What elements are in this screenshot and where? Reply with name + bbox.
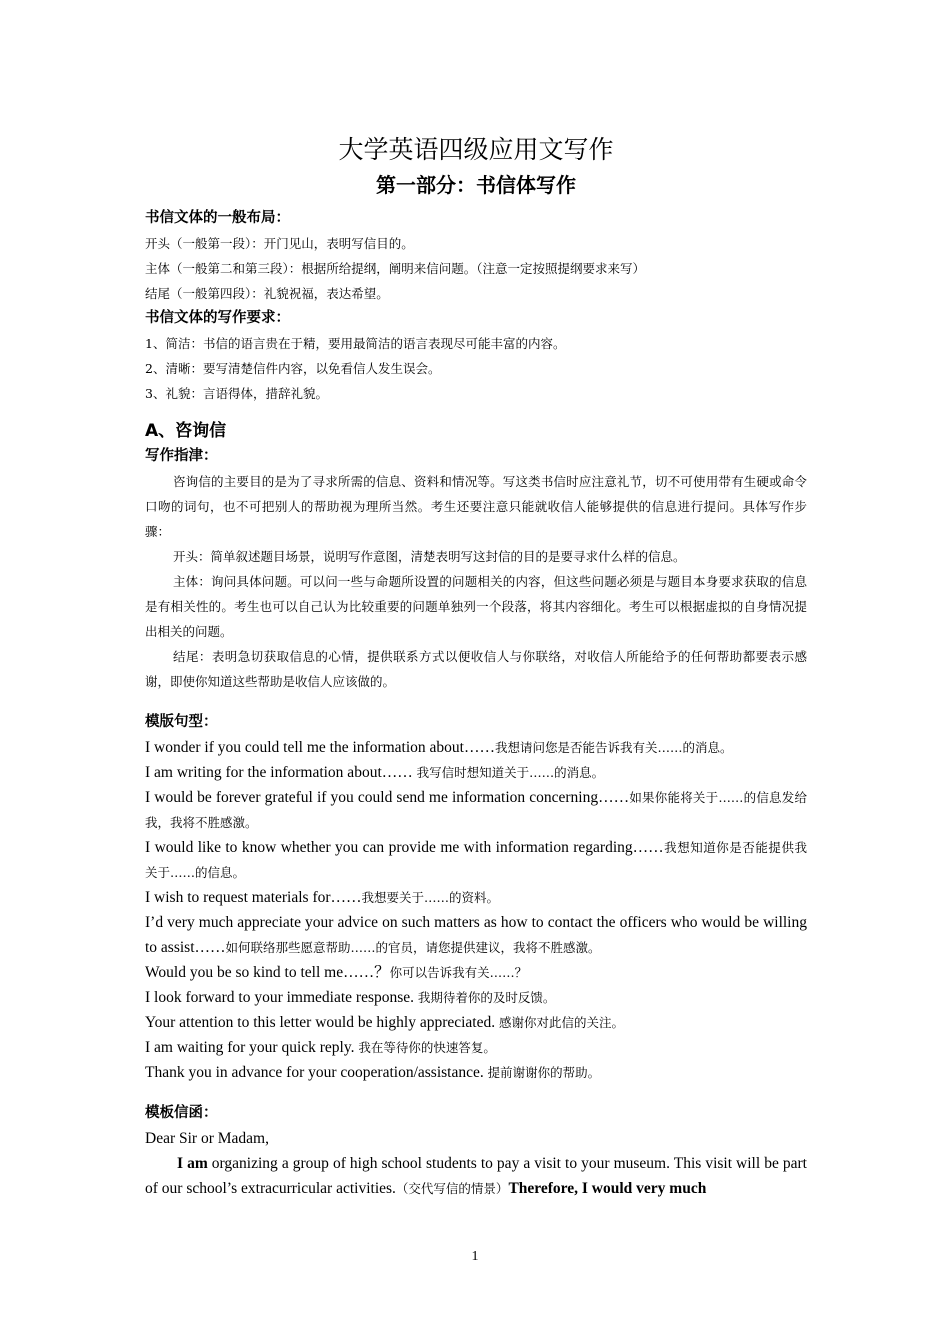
sentence-english: I wonder if you could tell me the information about…… <box>145 739 495 756</box>
template-heading: 模版句型： <box>145 714 218 730</box>
guide-paragraph: 主体：询问具体问题。可以问一些与命题所设置的问题相关的内容，但这些问题必须是与题目本身要求获取的信息是有相关性的。考生也可以自己认为比较重要的问题单独列一个段落，将其内容细化。考生可以根据虚拟的自身情况提出相关的问题。 <box>145 574 807 639</box>
sentence-english: I would be forever grateful if you could send me information concerning…… <box>145 789 630 806</box>
sentence-chinese: 如何联络那些愿意帮助……的官员，请您提供建议，我将不胜感激。 <box>225 940 601 955</box>
guide-paragraph: 开头：简单叙述题目场景，说明写作意图，清楚表明写这封信的目的是要寻求什么样的信息。 <box>173 549 686 564</box>
requirement-item: 1、简洁：书信的语言贵在于精，要用最简洁的语言表现尽可能丰富的内容。 <box>145 336 566 351</box>
sentence-chinese: 我想要关于……的资料。 <box>361 890 500 905</box>
template-sentence <box>145 760 807 785</box>
guide-paragraph: 咨询信的主要目的是为了寻求所需的信息、资料和情况等。写这类书信时应注意礼节，切不可使用带有生硬或命令口吻的词句，也不可把别人的帮助视为理所当然。考生还要注意只能就收信人能够提供的信息进行提问。具体写作步骤： <box>145 474 807 539</box>
sentence-chinese: 我在等待你的快速答复。 <box>358 1040 496 1055</box>
sentence-english: I am writing for the information about…… <box>145 764 417 781</box>
letter-text: organizing a group of high school students to pay a visit to your museum. This visit will be part of our school’s extracurricular activities. <box>145 1155 807 1197</box>
sentence-english: Thank you in advance for your cooperation/assistance. <box>145 1064 488 1081</box>
letter-heading: 模板信函： <box>145 1105 218 1121</box>
template-sentence <box>145 1060 807 1085</box>
requirement-item: 3、礼貌：言语得体，措辞礼貌。 <box>145 386 328 401</box>
sentence-chinese: 我写信时想知道关于……的消息。 <box>416 765 605 780</box>
spacer <box>145 1085 807 1101</box>
template-sentence <box>145 985 807 1010</box>
letter-salutation <box>145 1126 807 1151</box>
letter-note: （交代写信的情景） <box>395 1181 509 1196</box>
template-sentence <box>145 960 807 985</box>
template-sentence <box>145 1035 807 1060</box>
layout-item: 开头（一般第一段）：开门见山，表明写信目的。 <box>145 236 414 251</box>
guide-heading: 写作指津： <box>145 448 218 464</box>
template-sentence <box>145 835 807 885</box>
sentence-chinese: 感谢你对此信的关注。 <box>499 1015 625 1030</box>
sentence-chinese: 我期待着你的及时反馈。 <box>417 990 556 1005</box>
sentence-english: I’d very much appreciate your advice on such matters as how to contact the officers who would be willing to assist…… <box>145 914 807 956</box>
sentence-chinese: 我想请问您是否能告诉我有关……的消息。 <box>494 740 733 755</box>
template-sentence <box>145 735 807 760</box>
sentence-english: I would like to know whether you can provide me with information regarding…… <box>145 839 664 856</box>
sentence-chinese: 你可以告诉我有关……？ <box>389 965 528 980</box>
sentence-english: Would you be so kind to tell me……？ <box>145 964 390 981</box>
sentence-english: I wish to request materials for…… <box>145 889 362 906</box>
section-a-heading: A、咨询信 <box>145 421 227 441</box>
sentence-chinese: 我想知道你是否能提供我关于……的信息。 <box>145 840 807 880</box>
requirements-heading: 书信文体的写作要求： <box>145 310 290 326</box>
spacer <box>145 694 807 710</box>
layout-heading: 书信文体的一般布局： <box>145 210 290 226</box>
layout-item: 主体（一般第二和第三段）：根据所给提纲，阐明来信问题。（注意一定按照提纲要求来写） <box>145 261 646 276</box>
template-sentence <box>145 910 807 960</box>
template-sentence <box>145 885 807 910</box>
salutation-text: Dear Sir or Madam, <box>145 1130 269 1147</box>
layout-item: 结尾（一般第四段）：礼貌祝福，表达希望。 <box>145 286 389 301</box>
sentence-english: I am waiting for your quick reply. <box>145 1039 359 1056</box>
page-subtitle: 第一部分：书信体写作 <box>376 173 576 197</box>
letter-bold-text: Therefore, I would very much <box>508 1180 707 1197</box>
guide-paragraph: 结尾：表明急切获取信息的心情，提供联系方式以便收信人与你联络，对收信人所能给予的任何帮助都要表示感谢，即使你知道这些帮助是收信人应该做的。 <box>145 649 807 689</box>
spacer <box>145 406 807 418</box>
sentence-chinese: 提前谢谢你的帮助。 <box>487 1065 601 1080</box>
requirement-item: 2、清晰：要写清楚信件内容，以免看信人发生误会。 <box>145 361 441 376</box>
letter-bold-text: I am <box>177 1155 208 1172</box>
template-sentence <box>145 785 807 835</box>
page-number: 1 <box>471 1249 479 1264</box>
template-sentence <box>145 1010 807 1035</box>
sentence-english: Your attention to this letter would be highly appreciated. <box>145 1014 499 1031</box>
page-content <box>145 132 807 1201</box>
sentence-english: I look forward to your immediate response. <box>145 989 418 1006</box>
sentence-chinese: 如果你能将关于……的信息发给我，我将不胜感激。 <box>145 790 807 830</box>
page-title: 大学英语四级应用文写作 <box>338 135 614 164</box>
letter-paragraph <box>145 1151 807 1201</box>
